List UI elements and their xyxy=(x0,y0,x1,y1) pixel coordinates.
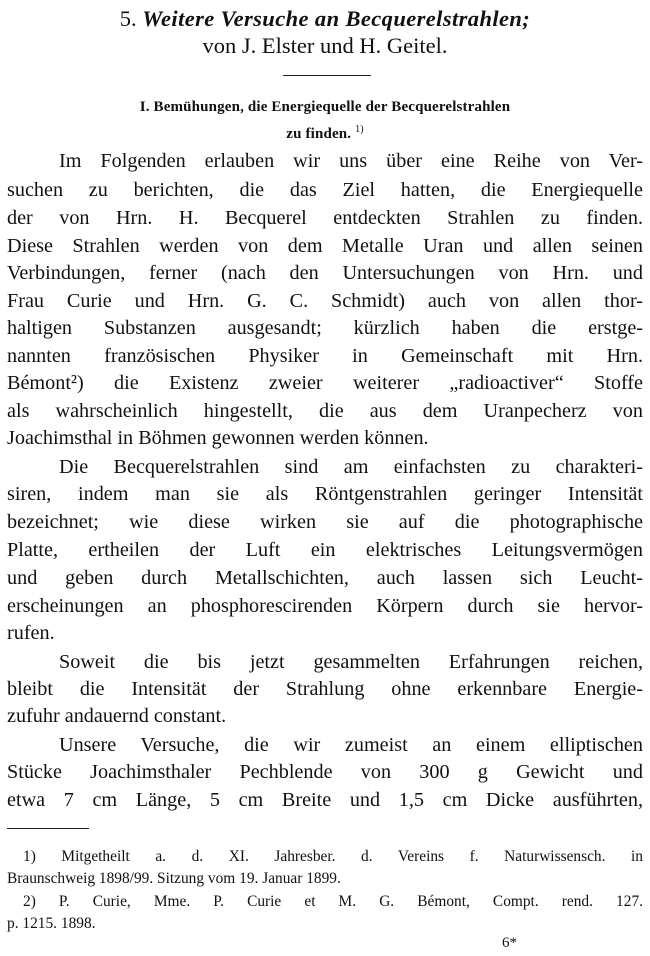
body-line: Platte, ertheilen der Luft ein elektrisches Leitungsvermögen xyxy=(7,539,643,561)
body-line: siren, indem man sie als Röntgenstrahlen geringer Intensität xyxy=(7,483,643,505)
footnote-line: Braunschweig 1898/99. Sitzung vom 19. Januar 1899. xyxy=(7,870,341,887)
body-line: Soweit die bis jetzt gesammelten Erfahrungen reichen, xyxy=(59,651,643,673)
section-footnote-mark: 1) xyxy=(355,124,364,135)
body-line: Frau Curie und Hrn. G. C. Schmidt) auch von allen thor- xyxy=(7,290,643,312)
body-line: etwa 7 cm Länge, 5 cm Breite und 1,5 cm Dicke ausführten, xyxy=(7,789,643,811)
body-line: zufuhr andauernd constant. xyxy=(7,705,227,727)
footnote-line: p. 1215. 1898. xyxy=(7,915,96,932)
body-line: und geben durch Metallschichten, auch lassen sich Leucht- xyxy=(7,567,643,589)
body-line: Diese Strahlen werden von dem Metalle Uran und allen seinen xyxy=(7,235,643,257)
body-line: Im Folgenden erlauben wir uns über eine Reihe von Ver- xyxy=(59,150,643,172)
article-title-line-1 xyxy=(0,6,650,32)
body-line: Joachimsthal in Böhmen gewonnen werden können. xyxy=(7,427,429,449)
title-divider xyxy=(283,75,371,76)
body-line: bleibt die Intensität der Strahlung ohne erkennbare Energie- xyxy=(7,678,643,700)
section-heading-line-1: I. Bemühungen, die Energiequelle der Becquerelstrahlen xyxy=(139,99,511,115)
body-line: bezeichnet; wie diese wirken sie auf die photographische xyxy=(7,511,643,533)
body-line: erscheinungen an phosphorescirenden Körpern durch sie hervor- xyxy=(7,595,643,617)
section-heading-text: zu finden. xyxy=(286,126,352,142)
body-line: als wahrscheinlich hingestellt, die aus dem Uranpecherz von xyxy=(7,400,643,422)
article-title: Weitere Versuche an Becquerelstrahlen; xyxy=(142,6,531,31)
body-line: Unsere Versuche, die wir zumeist an einem elliptischen xyxy=(59,734,643,756)
signature-mark: 6* xyxy=(502,935,517,951)
footnote-line: 1) Mitgetheilt a. d. XI. Jahresber. d. Vereins f. Naturwissensch. in xyxy=(23,848,643,865)
body-line: Stücke Joachimsthaler Pechblende von 300 g Gewicht und xyxy=(7,761,643,783)
body-line: Bémont²) die Existenz zweier weiterer „radioactiver“ Stoffe xyxy=(7,372,643,394)
footnote-divider xyxy=(7,828,89,829)
body-line: suchen zu berichten, die das Ziel hatten, die Energiequelle xyxy=(7,179,643,201)
article-authors: von J. Elster und H. Geitel. xyxy=(202,33,448,58)
body-line: Die Becquerelstrahlen sind am einfachsten zu charakteri- xyxy=(59,456,643,478)
body-line: nannten französischen Physiker in Gemeinschaft mit Hrn. xyxy=(7,345,643,367)
body-line: rufen. xyxy=(7,622,55,644)
section-heading-line-2 xyxy=(0,120,650,144)
footnote-line: 2) P. Curie, Mme. P. Curie et M. G. Bémont, Compt. rend. 127. xyxy=(23,893,643,910)
body-line: Verbindungen, ferner (nach den Untersuchungen von Hrn. und xyxy=(7,262,643,284)
body-line: haltigen Substanzen ausgesandt; kürzlich haben die erstge- xyxy=(7,317,643,339)
body-line: der von Hrn. H. Becquerel entdeckten Strahlen zu finden. xyxy=(7,207,643,229)
article-number: 5. xyxy=(119,6,137,31)
